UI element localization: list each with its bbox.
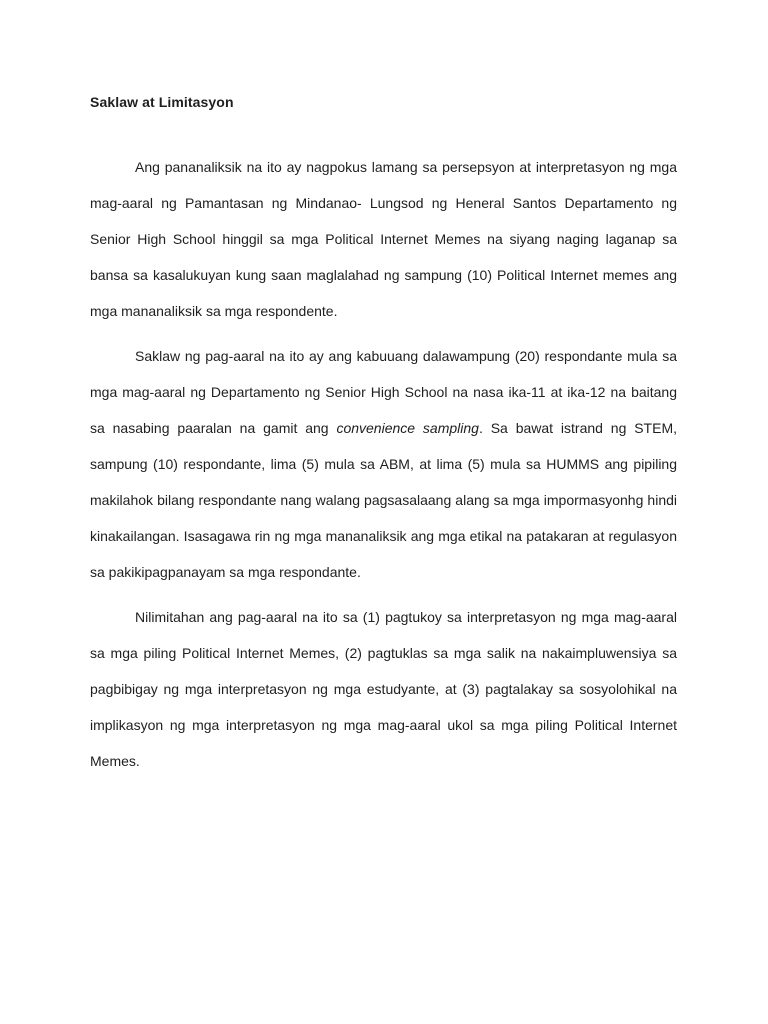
paragraph-limitations: Nilimitahan ang pag-aaral na ito sa (1) pagtukoy sa interpretasyon ng mga mag-aaral sa mga piling Political Internet Memes, (2) pagtuklas sa mga salik na nakaimpluwensiya sa pagbibigay ng mga interpretasyon ng mga estudyante, at (3) pagtalakay sa sosyolohikal na implikasyon ng mga interpretasyon ng mga mag-aaral ukol sa mga piling Political Internet Memes. [90,609,677,769]
italic-term: convenience sampling [336,420,479,436]
paragraph-respondents-text-end: . Sa bawat istrand ng STEM, sampung (10) respondante, lima (5) mula sa ABM, at lima (5) mula sa HUMMS ang pipiling makilahok bilang respondante nang walang pagsasalaang alang sa mga impormasyonhg hindi kinakailangan. Isasagawa rin ng mga mananaliksik ang mga etikal na patakaran at regulasyon sa pakikipagpanayam sa mga respondante. [90,420,678,580]
paragraph-respondents-text-start: Saklaw ng pag-aaral na ito ay ang kabuuang dalawampung (20) respondante mula sa mga mag-aaral ng Departamento ng Senior High School na nasa ika-11 at ika-12 na baitang sa nasabing paaralan na gamit ang [90,348,677,436]
section-heading: Saklaw at Limitasyon [90,94,234,110]
paragraph-respondents [90,338,677,590]
paragraph-scope: Ang pananaliksik na ito ay nagpokus lamang sa persepsyon at interpretasyon ng mga mag-aaral ng Pamantasan ng Mindanao- Lungsod ng Heneral Santos Departamento ng Senior High School hinggil sa mga Political Internet Memes na siyang naging laganap sa bansa sa kasalukuyan kung saan maglalahad ng sampung (10) Political Internet memes ang mga mananaliksik sa mga respondente. [90,159,677,319]
document-body [90,92,677,779]
